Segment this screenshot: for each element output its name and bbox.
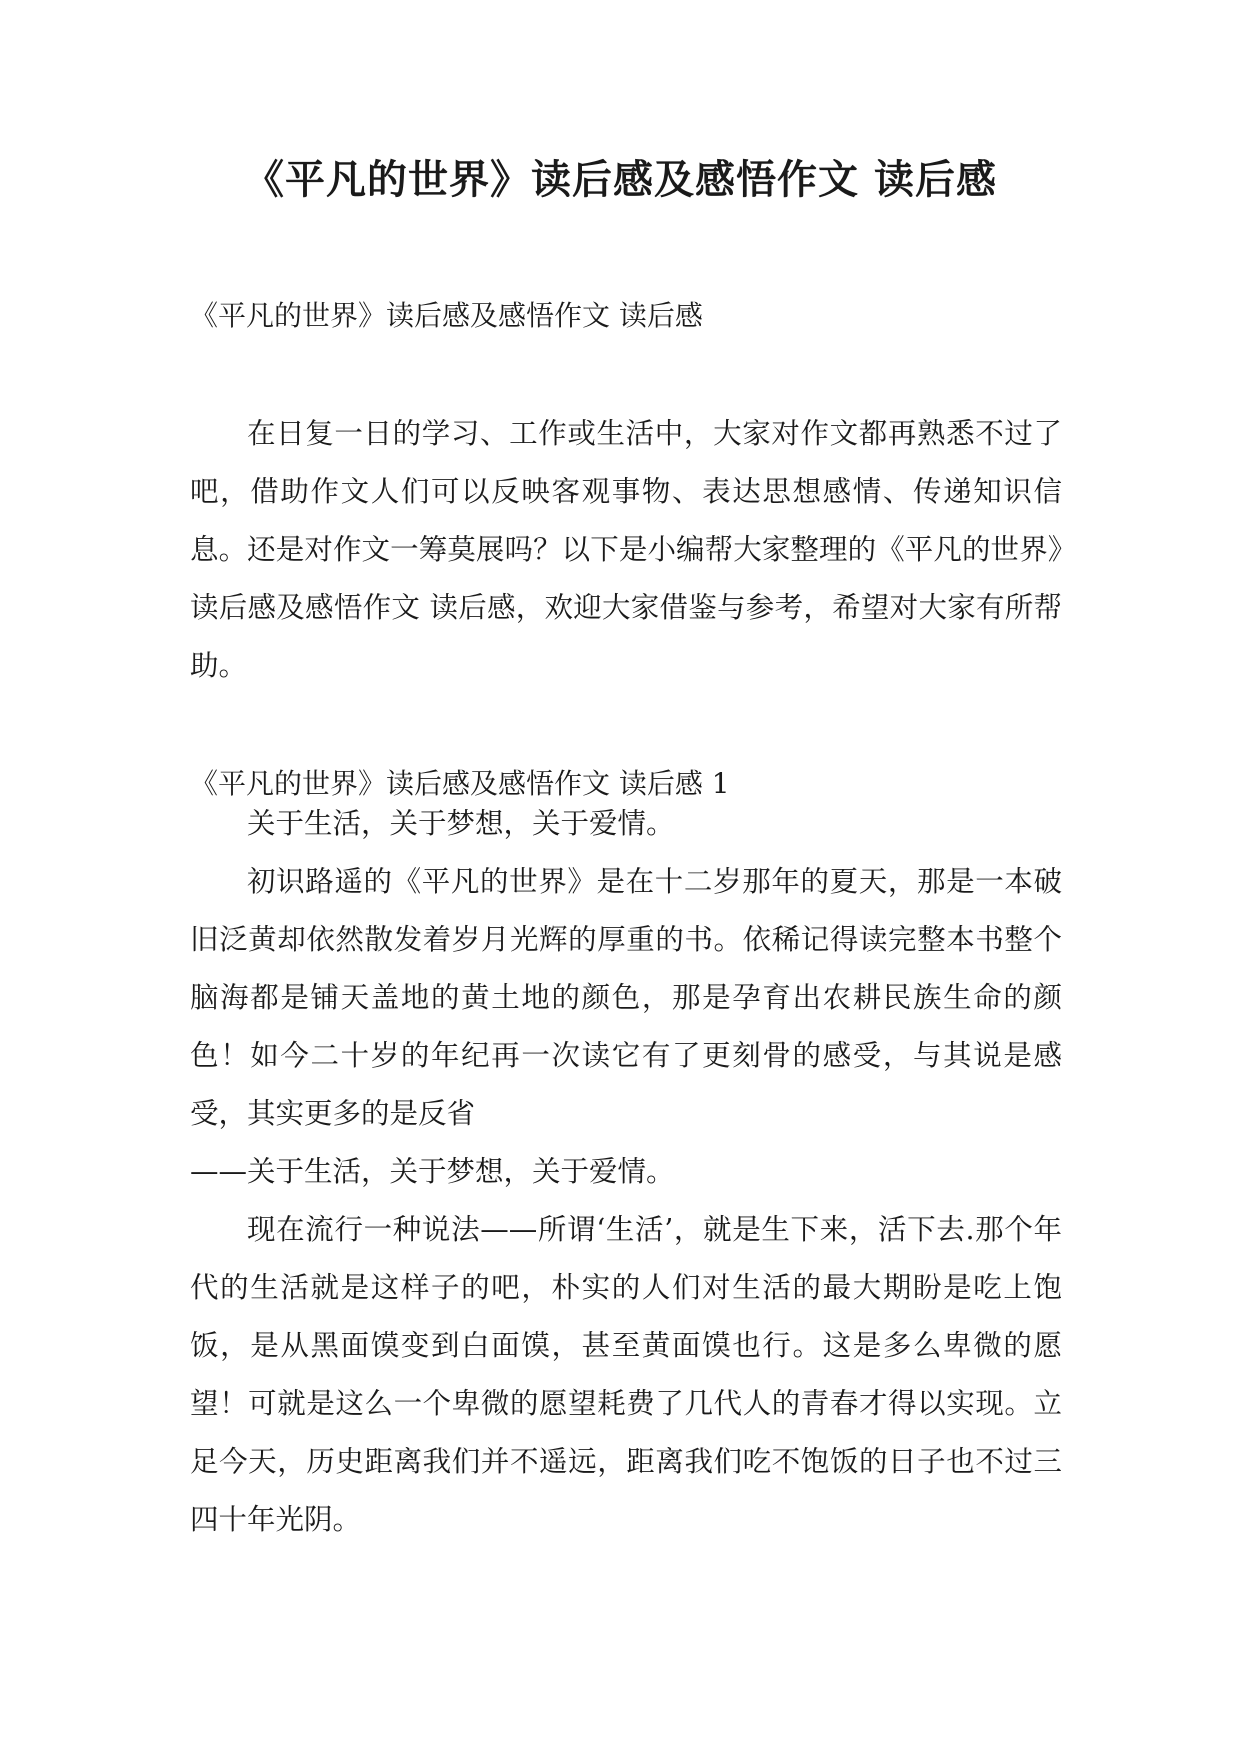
body-paragraph: 初识路遥的《平凡的世界》是在十二岁那年的夏天，那是一本破旧泛黄却依然散发着岁月光辉的厚重的书。依稀记得读完整本书整个脑海都是铺天盖地的黄土地的颜色，那是孕育出农耕民族生命的颜色！如今二十岁的年纪再一次读它有了更刻骨的感受，与其说是感受，其实更多的是反省 <box>190 865 1062 1130</box>
body-paragraph: ——关于生活，关于梦想，关于爱情。 <box>190 1155 675 1188</box>
body-paragraph: 现在流行一种说法——所谓‘生活’，就是生下来，活下去.那个年代的生活就是这样子的吧，朴实的人们对生活的最大期盼是吃上饱饭，是从黑面馍变到白面馍，甚至黄面馍也行。这是多么卑微的愿望！可就是这么一个卑微的愿望耗费了几代人的青春才得以实现。立足今天，历史距离我们并不遥远，距离我们吃不饱饭的日子也不过三四十年光阴。 <box>190 1213 1062 1536</box>
body-paragraph: 关于生活，关于梦想，关于爱情。 <box>247 807 675 840</box>
intro-paragraph: 在日复一日的学习、工作或生活中，大家对作文都再熟悉不过了吧，借助作文人们可以反映客观事物、表达思想感情、传递知识信息。还是对作文一筹莫展吗？以下是小编帮大家整理的《平凡的世界》读后感及感悟作文 读后感，欢迎大家借鉴与参考，希望对大家有所帮助。 <box>190 417 1062 682</box>
essay-body <box>190 795 1062 1549</box>
document-title: 《平凡的世界》读后感及感悟作文 读后感 <box>244 157 997 203</box>
section-heading: 《平凡的世界》读后感及感悟作文 读后感 1 <box>190 767 730 800</box>
document-subtitle: 《平凡的世界》读后感及感悟作文 读后感 <box>190 299 703 332</box>
